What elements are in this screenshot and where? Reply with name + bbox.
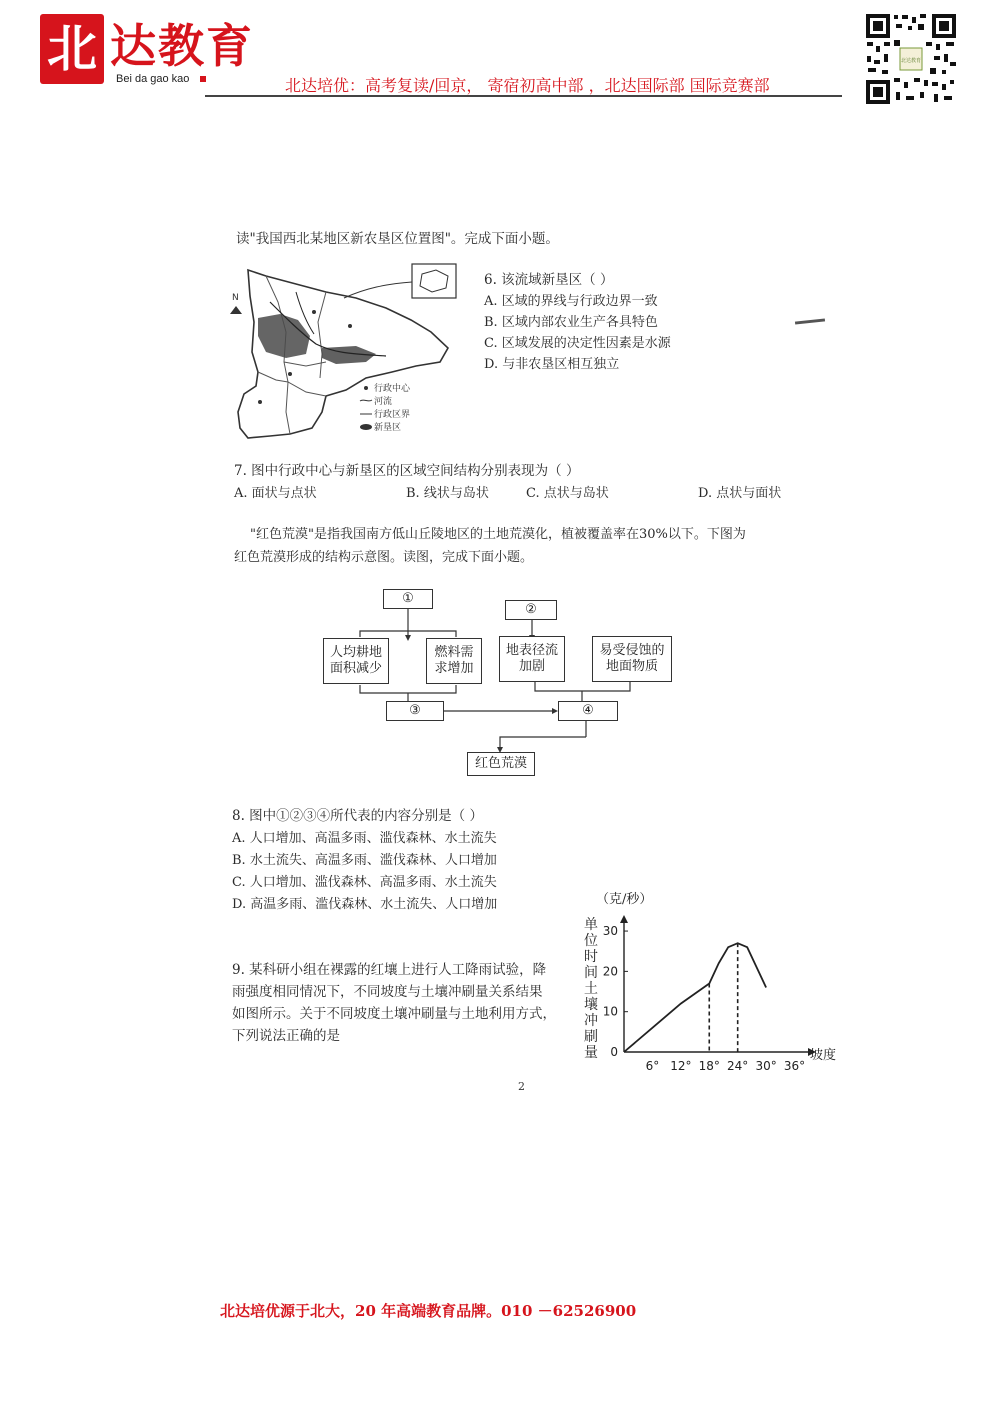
chart-y-axis-label [584, 917, 598, 1061]
q8-option-d: D. 高温多雨、滥伐森林、水土流失、人口增加 [232, 897, 498, 912]
section2-intro-line2: 红色荒漠形成的结构示意图。读图，完成下面小题。 [234, 550, 534, 565]
flow-farmland-line1: 人均耕地 [329, 645, 382, 660]
q9-line-4: 下列说法正确的是 [232, 1028, 340, 1044]
scan-mark [795, 318, 825, 324]
flow-box-result [467, 752, 535, 776]
q6-option-d: D. 与非农垦区相互独立 [484, 357, 620, 372]
q8-option-c: C. 人口增加、滥伐森林、高温多雨、水土流失 [232, 875, 497, 890]
q7-option-c: C. 点状与岛状 [526, 486, 609, 501]
chart-y-label-char: 刷 [584, 1029, 598, 1045]
q7-option-a: A. 面状与点状 [234, 486, 317, 501]
q8-stem: 8. 图中①②③④所代表的内容分别是（ ） [232, 808, 483, 824]
north-arrow-icon [230, 293, 242, 314]
flow-box-1 [383, 589, 433, 609]
flow-box-farmland [323, 638, 389, 684]
flow-box-fuel [426, 638, 482, 684]
chart-y-label-char: 壤 [584, 997, 598, 1013]
flow-result-label: 红色荒漠 [474, 756, 527, 771]
footer-text: 北达培优源于北大，20 年高端教育品牌。010 －62526900 [220, 1302, 637, 1320]
logo-mark: 北 [40, 14, 104, 84]
chart-y-tick-label: 0 [610, 1045, 618, 1059]
region-map [226, 262, 476, 442]
logo-dot [200, 76, 206, 82]
page-number: 2 [518, 1080, 525, 1093]
flow-box-4 [558, 701, 618, 721]
flow-runoff-line1: 地表径流 [505, 643, 558, 658]
north-label: N [232, 293, 239, 303]
section2-intro-line1: "红色荒漠"是指我国南方低山丘陵地区的土地荒漠化，植被覆盖率在30%以下。下图为 [250, 527, 746, 542]
logo-text: 达教育 [110, 19, 254, 73]
q9-line-2: 雨强度相同情况下，不同坡度与土壤冲刷量关系结果 [232, 984, 543, 1000]
flow-fuel-line1: 燃料需 [434, 645, 474, 660]
flow-box-erodible [592, 636, 672, 682]
chart-y-axis-arrow-icon [620, 915, 628, 923]
q8-option-a: A. 人口增加、高温多雨、滥伐森林、水土流失 [232, 831, 497, 846]
legend-admin-boundary: 行政区界 [374, 410, 411, 420]
header-tagline: 北达培优：高考复读/回京， 寄宿初高中部 ，北达国际部 国际竞赛部 [285, 76, 770, 95]
flow-box-1-label: ① [402, 591, 414, 606]
chart-y-label-char: 时 [584, 949, 598, 965]
q7-option-b: B. 线状与岛状 [406, 486, 489, 501]
chart-y-label-char: 间 [584, 965, 598, 981]
chart-y-label-char: 冲 [584, 1013, 598, 1029]
chart-x-tick-label: 18° [698, 1059, 720, 1073]
legend-admin-center: 行政中心 [374, 384, 411, 394]
flow-box-runoff [499, 636, 565, 682]
chart-x-tick-label: 36° [783, 1059, 806, 1073]
chart-y-label-char: 单 [584, 917, 598, 933]
chart-y-label-char: 量 [584, 1045, 598, 1061]
erosion-chart [570, 885, 850, 1075]
chart-y-tick-label: 20 [602, 964, 618, 979]
section1-intro: 读"我国西北某地区新农垦区位置图"。完成下面小题。 [236, 231, 559, 247]
flow-box-4-label: ④ [582, 703, 594, 718]
chart-x-tick-label: 6° [645, 1059, 660, 1073]
flow-box-2-label: ② [525, 602, 537, 617]
q6-option-a: A. 区域的界线与行政边界一致 [484, 294, 658, 309]
qr-center-label: 北达教育 [900, 58, 922, 64]
chart-x-axis-label: 坡度 [810, 1048, 837, 1063]
chart-x-tick-label: 24° [727, 1059, 749, 1073]
chart-x-tick-label: 30° [755, 1059, 777, 1073]
chart-y-tick-label: 10 [602, 1004, 618, 1019]
flow-box-3-label: ③ [409, 703, 421, 718]
flow-farmland-line2: 面积减少 [329, 661, 382, 676]
q6-stem: 6. 该流域新垦区（ ） [484, 272, 614, 288]
flow-erodible-line1: 易受侵蚀的 [599, 643, 665, 658]
logo-subtitle: Bei da gao kao [116, 73, 190, 85]
chart-series-line [624, 943, 766, 1052]
chart-unit-label: （克/秒） [596, 892, 653, 907]
q6-option-b: B. 区域内部农业生产各具特色 [484, 315, 658, 330]
chart-y-label-char: 位 [584, 933, 598, 949]
flow-box-2 [505, 600, 557, 620]
legend-river: 河流 [374, 397, 393, 407]
q7-stem: 7. 图中行政中心与新垦区的区域空间结构分别表现为（ ） [234, 463, 580, 479]
flow-erodible-line2: 地面物质 [605, 659, 658, 674]
chart-x-tick-label: 12° [670, 1059, 692, 1073]
q6-option-c: C. 区域发展的决定性因素是水源 [484, 336, 671, 351]
header-divider [205, 95, 842, 97]
qr-code-icon [864, 12, 958, 106]
q8-option-b: B. 水土流失、高温多雨、滥伐森林、人口增加 [232, 853, 497, 868]
chart-y-label-char: 土 [584, 981, 598, 997]
q9-line-3: 如图所示。关于不同坡度土壤冲刷量与土地利用方式， [232, 1006, 556, 1022]
flow-fuel-line2: 求增加 [434, 661, 474, 676]
q9-line-1: 9. 某科研小组在裸露的红壤上进行人工降雨试验，降 [232, 962, 547, 978]
legend-reclamation: 新垦区 [374, 423, 402, 433]
q7-option-d: D. 点状与面状 [698, 486, 782, 501]
flow-box-3 [386, 701, 444, 721]
flow-runoff-line2: 加剧 [518, 659, 545, 674]
chart-y-tick-label: 30 [602, 924, 618, 939]
